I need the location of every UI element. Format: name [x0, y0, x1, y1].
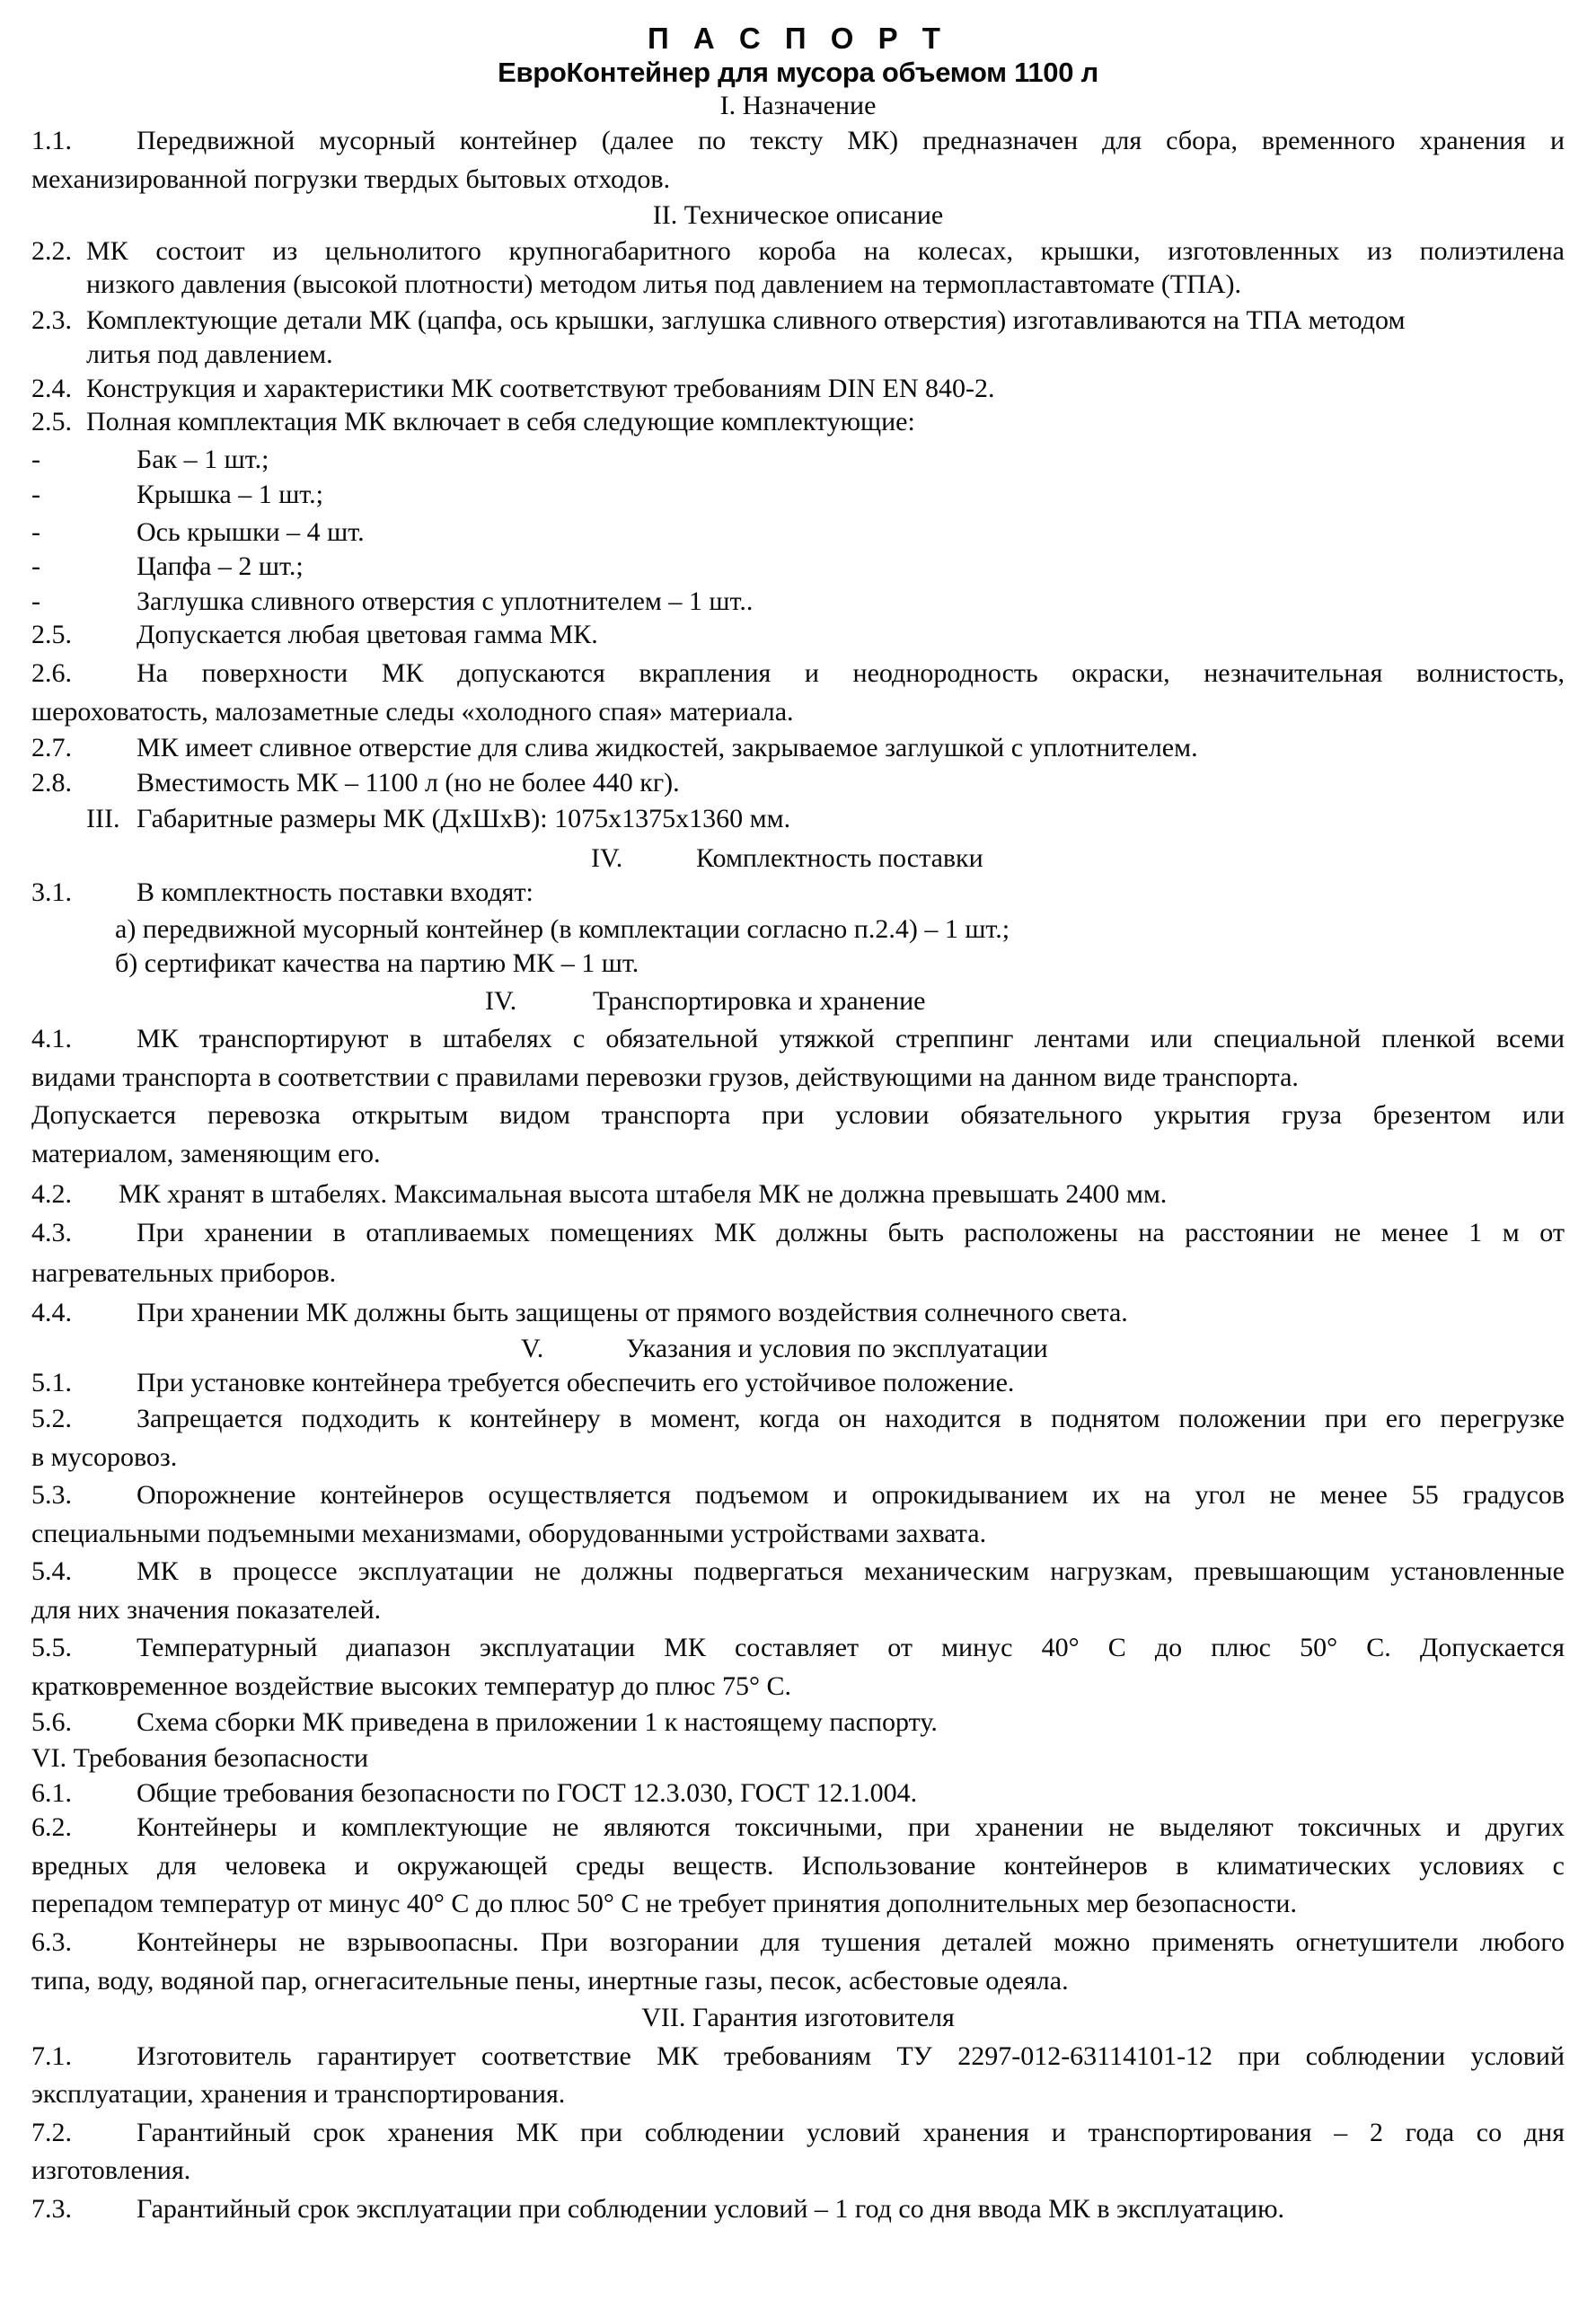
item-text: Температурный диапазон эксплуатации МК составляет от минус 40° С до плюс 50° С. Допускается	[137, 1633, 1565, 1662]
item-text: Запрещается подходить к контейнеру в момент, когда он находится в поднятом положении при его перегрузке	[137, 1404, 1565, 1433]
item-number: 2.6.	[31, 658, 72, 688]
item-number: 2.2.	[31, 236, 72, 266]
item-text: Гарантийный срок эксплуатации при соблюдении условий – 1 год со дня ввода МК в эксплуатацию.	[137, 2194, 1284, 2224]
item-6-2	[31, 1812, 1565, 1843]
item-number: 5.2.	[31, 1404, 72, 1433]
dash-bullet: -	[31, 480, 40, 509]
section-heading-2: II. Техническое описание	[652, 200, 944, 230]
item-number: 5.4.	[31, 1556, 72, 1586]
section-title: Комплектность поставки	[696, 843, 983, 873]
item-6-1	[31, 1778, 1565, 1809]
item-5-1	[31, 1368, 1565, 1398]
item-text: Конструкция и характеристики МК соответствуют требованиям DIN EN 840-2.	[86, 374, 995, 403]
document-subtitle: ЕвроКонтейнер для мусора объемом 1100 л	[498, 57, 1098, 88]
item-6-3-cont: типа, воду, водяной пар, огнегасительные пены, инертные газы, песок, асбестовые одеяла.	[31, 1966, 1069, 1996]
document-title: П А С П О Р Т	[648, 22, 948, 55]
item-number: 5.6.	[31, 1707, 72, 1737]
item-number: 5.1.	[31, 1368, 72, 1397]
item-number: 3.1.	[31, 877, 72, 907]
item-number: 6.1.	[31, 1778, 72, 1808]
item-7-1-cont: эксплуатации, хранения и транспортирования.	[31, 2079, 566, 2109]
item-text: Вместимость МК – 1100 л (но не более 440 кг).	[137, 768, 680, 798]
item-2-6	[31, 658, 1565, 689]
item-1-1-cont: механизированной погрузки твердых бытовых отходов.	[31, 164, 671, 194]
section-title: Транспортировка и хранение	[593, 986, 926, 1016]
item-text: Схема сборки МК приведена в приложении 1 к настоящему паспорту.	[137, 1707, 938, 1737]
item-5-2-cont: в мусоровоз.	[31, 1442, 178, 1472]
section-number: IV.	[591, 843, 623, 873]
item-5-4-cont: для них значения показателей.	[31, 1595, 382, 1625]
item-2-2-cont: низкого давления (высокой плотности) методом литья под давлением на термопластавтомате (ТПА).	[86, 269, 1242, 299]
item-3-1-a: а) передвижной мусорный контейнер (в комплектации согласно п.2.4) – 1 шт.;	[115, 914, 1010, 944]
item-2-4	[31, 374, 1565, 404]
section-heading-7: VII. Гарантия изготовителя	[641, 2003, 955, 2032]
item-text: МК состоит из цельнолитого крупногабаритного короба на колесах, крышки, изготовленных из полиэтилена	[86, 236, 1565, 266]
item-1-1	[31, 126, 1565, 156]
item-2-5	[31, 407, 1565, 437]
item-text: Контейнеры и комплектующие не являются токсичными, при хранении не выделяют токсичных и других	[137, 1812, 1565, 1842]
section-number: V.	[521, 1334, 544, 1363]
item-7-2	[31, 2118, 1565, 2148]
item-number: 2.4.	[31, 374, 72, 403]
item-6-2-cont: вредных для человека и окружающей среды веществ. Использование контейнеров в климатических условиях с	[31, 1851, 1565, 1881]
item-number: 1.1.	[31, 126, 72, 155]
item-7-3	[31, 2194, 1565, 2225]
dash-bullet: -	[31, 517, 40, 547]
part-text: Ось крышки – 4 шт.	[137, 517, 365, 547]
item-5-5	[31, 1633, 1565, 1663]
section-heading-6: VI. Требования безопасности	[31, 1743, 369, 1773]
dash-bullet: -	[31, 551, 40, 581]
item-5-6	[31, 1707, 1565, 1738]
part-text: Цапфа – 2 шт.;	[137, 551, 304, 581]
dash-bullet: -	[31, 586, 40, 616]
item-text: В комплектность поставки входят:	[137, 877, 533, 907]
item-text: МК транспортируют в штабелях с обязательной утяжкой стреппинг лентами или специальной пленкой всеми	[137, 1024, 1565, 1053]
item-text: Контейнеры не взрывоопасны. При возгорании для тушения деталей можно применять огнетушители любого	[137, 1927, 1565, 1957]
item-2-6-cont: шероховатость, малозаметные следы «холодного спая» материала.	[31, 697, 794, 727]
item-5-2	[31, 1404, 1565, 1434]
item-2-7	[31, 733, 1565, 763]
item-4-1-cont: Допускается перевозка открытым видом транспорта при условии обязательного укрытия груза брезентом или	[31, 1100, 1565, 1130]
item-2-5b	[31, 620, 1565, 650]
section-text: Габаритные размеры МК (ДхШхВ): 1075х1375х1360 мм.	[137, 804, 791, 833]
item-5-4	[31, 1556, 1565, 1587]
item-text: При хранении в отапливаемых помещениях МК должны быть расположены на расстоянии не менее 1 м от	[137, 1218, 1565, 1247]
item-text: МК в процессе эксплуатации не должны подвергаться механическим нагрузкам, превышающим установленные	[137, 1556, 1565, 1586]
item-number: 2.7.	[31, 733, 72, 762]
item-number: 5.3.	[31, 1480, 72, 1510]
item-2-3	[31, 305, 1565, 336]
item-number: 6.3.	[31, 1927, 72, 1957]
item-number: 7.3.	[31, 2194, 72, 2224]
item-4-1	[31, 1024, 1565, 1054]
item-2-2	[31, 236, 1565, 267]
section-heading-4b	[485, 986, 1114, 1017]
item-text: Допускается любая цветовая гамма МК.	[137, 620, 598, 649]
part-item	[31, 517, 1565, 548]
section-heading-1: I. Назначение	[719, 91, 877, 120]
item-text: Комплектующие детали МК (цапфа, ось крышки, заглушка сливного отверстия) изготавливаются на ТПА методом	[86, 305, 1406, 335]
part-item	[31, 586, 1565, 617]
item-number: 4.3.	[31, 1218, 72, 1247]
part-text: Бак – 1 шт.;	[137, 445, 269, 474]
item-number: 2.5.	[31, 620, 72, 649]
item-number: 4.4.	[31, 1298, 72, 1327]
part-text: Заглушка сливного отверстия с уплотнителем – 1 шт..	[137, 586, 754, 616]
section-number: IV.	[485, 986, 517, 1016]
item-7-2-cont: изготовления.	[31, 2155, 191, 2185]
item-text: Общие требования безопасности по ГОСТ 12.3.030, ГОСТ 12.1.004.	[137, 1778, 918, 1808]
item-number: 2.8.	[31, 768, 72, 798]
item-number: 4.1.	[31, 1024, 72, 1053]
item-4-1-cont: материалом, заменяющим его.	[31, 1139, 381, 1168]
item-number: 2.5.	[31, 407, 72, 436]
item-text: МК имеет сливное отверстие для слива жидкостей, закрываемое заглушкой с уплотнителем.	[137, 733, 1198, 762]
part-text: Крышка – 1 шт.;	[137, 480, 323, 509]
item-number: 4.2.	[31, 1179, 72, 1209]
item-5-5-cont: кратковременное воздействие высоких температур до плюс 75° С.	[31, 1671, 792, 1701]
part-item	[31, 551, 1565, 582]
item-number: 7.2.	[31, 2118, 72, 2147]
item-text: На поверхности МК допускаются вкрапления и неоднородность окраски, незначительная волнистость,	[137, 658, 1565, 688]
item-4-3	[31, 1218, 1565, 1248]
item-5-3-cont: специальными подъемными механизмами, оборудованными устройствами захвата.	[31, 1519, 987, 1548]
item-3-1-b: б) сертификат качества на партию МК – 1 шт.	[115, 948, 639, 978]
item-4-1-cont: видами транспорта в соответствии с правилами перевозки грузов, действующими на данном виде транспорта.	[31, 1062, 1299, 1092]
dash-bullet: -	[31, 445, 40, 474]
item-number: 5.5.	[31, 1633, 72, 1662]
item-number: 6.2.	[31, 1812, 72, 1842]
item-5-3	[31, 1480, 1565, 1511]
item-text: Изготовитель гарантирует соответствие МК требованиям ТУ 2297-012-63114101-12 при соблюдении условий	[137, 2041, 1565, 2071]
section-title: Указания и условия по эксплуатации	[626, 1334, 1048, 1363]
section-heading-4	[591, 843, 1220, 874]
item-text: МК хранят в штабелях. Максимальная высота штабеля МК не должна превышать 2400 мм.	[119, 1179, 1168, 1209]
item-text: При установке контейнера требуется обеспечить его устойчивое положение.	[137, 1368, 1015, 1397]
item-3-1	[31, 877, 1565, 908]
item-number: 7.1.	[31, 2041, 72, 2071]
item-6-3	[31, 1927, 1565, 1958]
item-text: Опорожнение контейнеров осуществляется подъемом и опрокидыванием их на угол не менее 55 градусов	[137, 1480, 1565, 1510]
item-text: Гарантийный срок хранения МК при соблюдении условий хранения и транспортирования – 2 года со дня	[137, 2118, 1565, 2147]
item-4-3-cont: нагревательных приборов.	[31, 1258, 337, 1288]
section-heading-5	[521, 1334, 1204, 1364]
section-number: III.	[86, 804, 120, 833]
item-text: Полная комплектация МК включает в себя следующие комплектующие:	[86, 407, 915, 436]
item-2-3-cont: литья под давлением.	[86, 339, 333, 369]
item-7-1	[31, 2041, 1565, 2072]
item-number: 2.3.	[31, 305, 72, 335]
item-4-2	[31, 1179, 1565, 1210]
section-3-dimensions	[86, 804, 1523, 834]
item-text: Передвижной мусорный контейнер (далее по тексту МК) предназначен для сбора, временного хранения и	[137, 126, 1565, 155]
item-6-2-cont: перепадом температур от минус 40° С до плюс 50° С не требует принятия дополнительных мер безопасности.	[31, 1889, 1297, 1918]
item-2-8	[31, 768, 1565, 798]
part-item	[31, 480, 1565, 510]
item-4-4	[31, 1298, 1565, 1328]
part-item	[31, 445, 1565, 475]
item-text: При хранении МК должны быть защищены от прямого воздействия солнечного света.	[137, 1298, 1128, 1327]
